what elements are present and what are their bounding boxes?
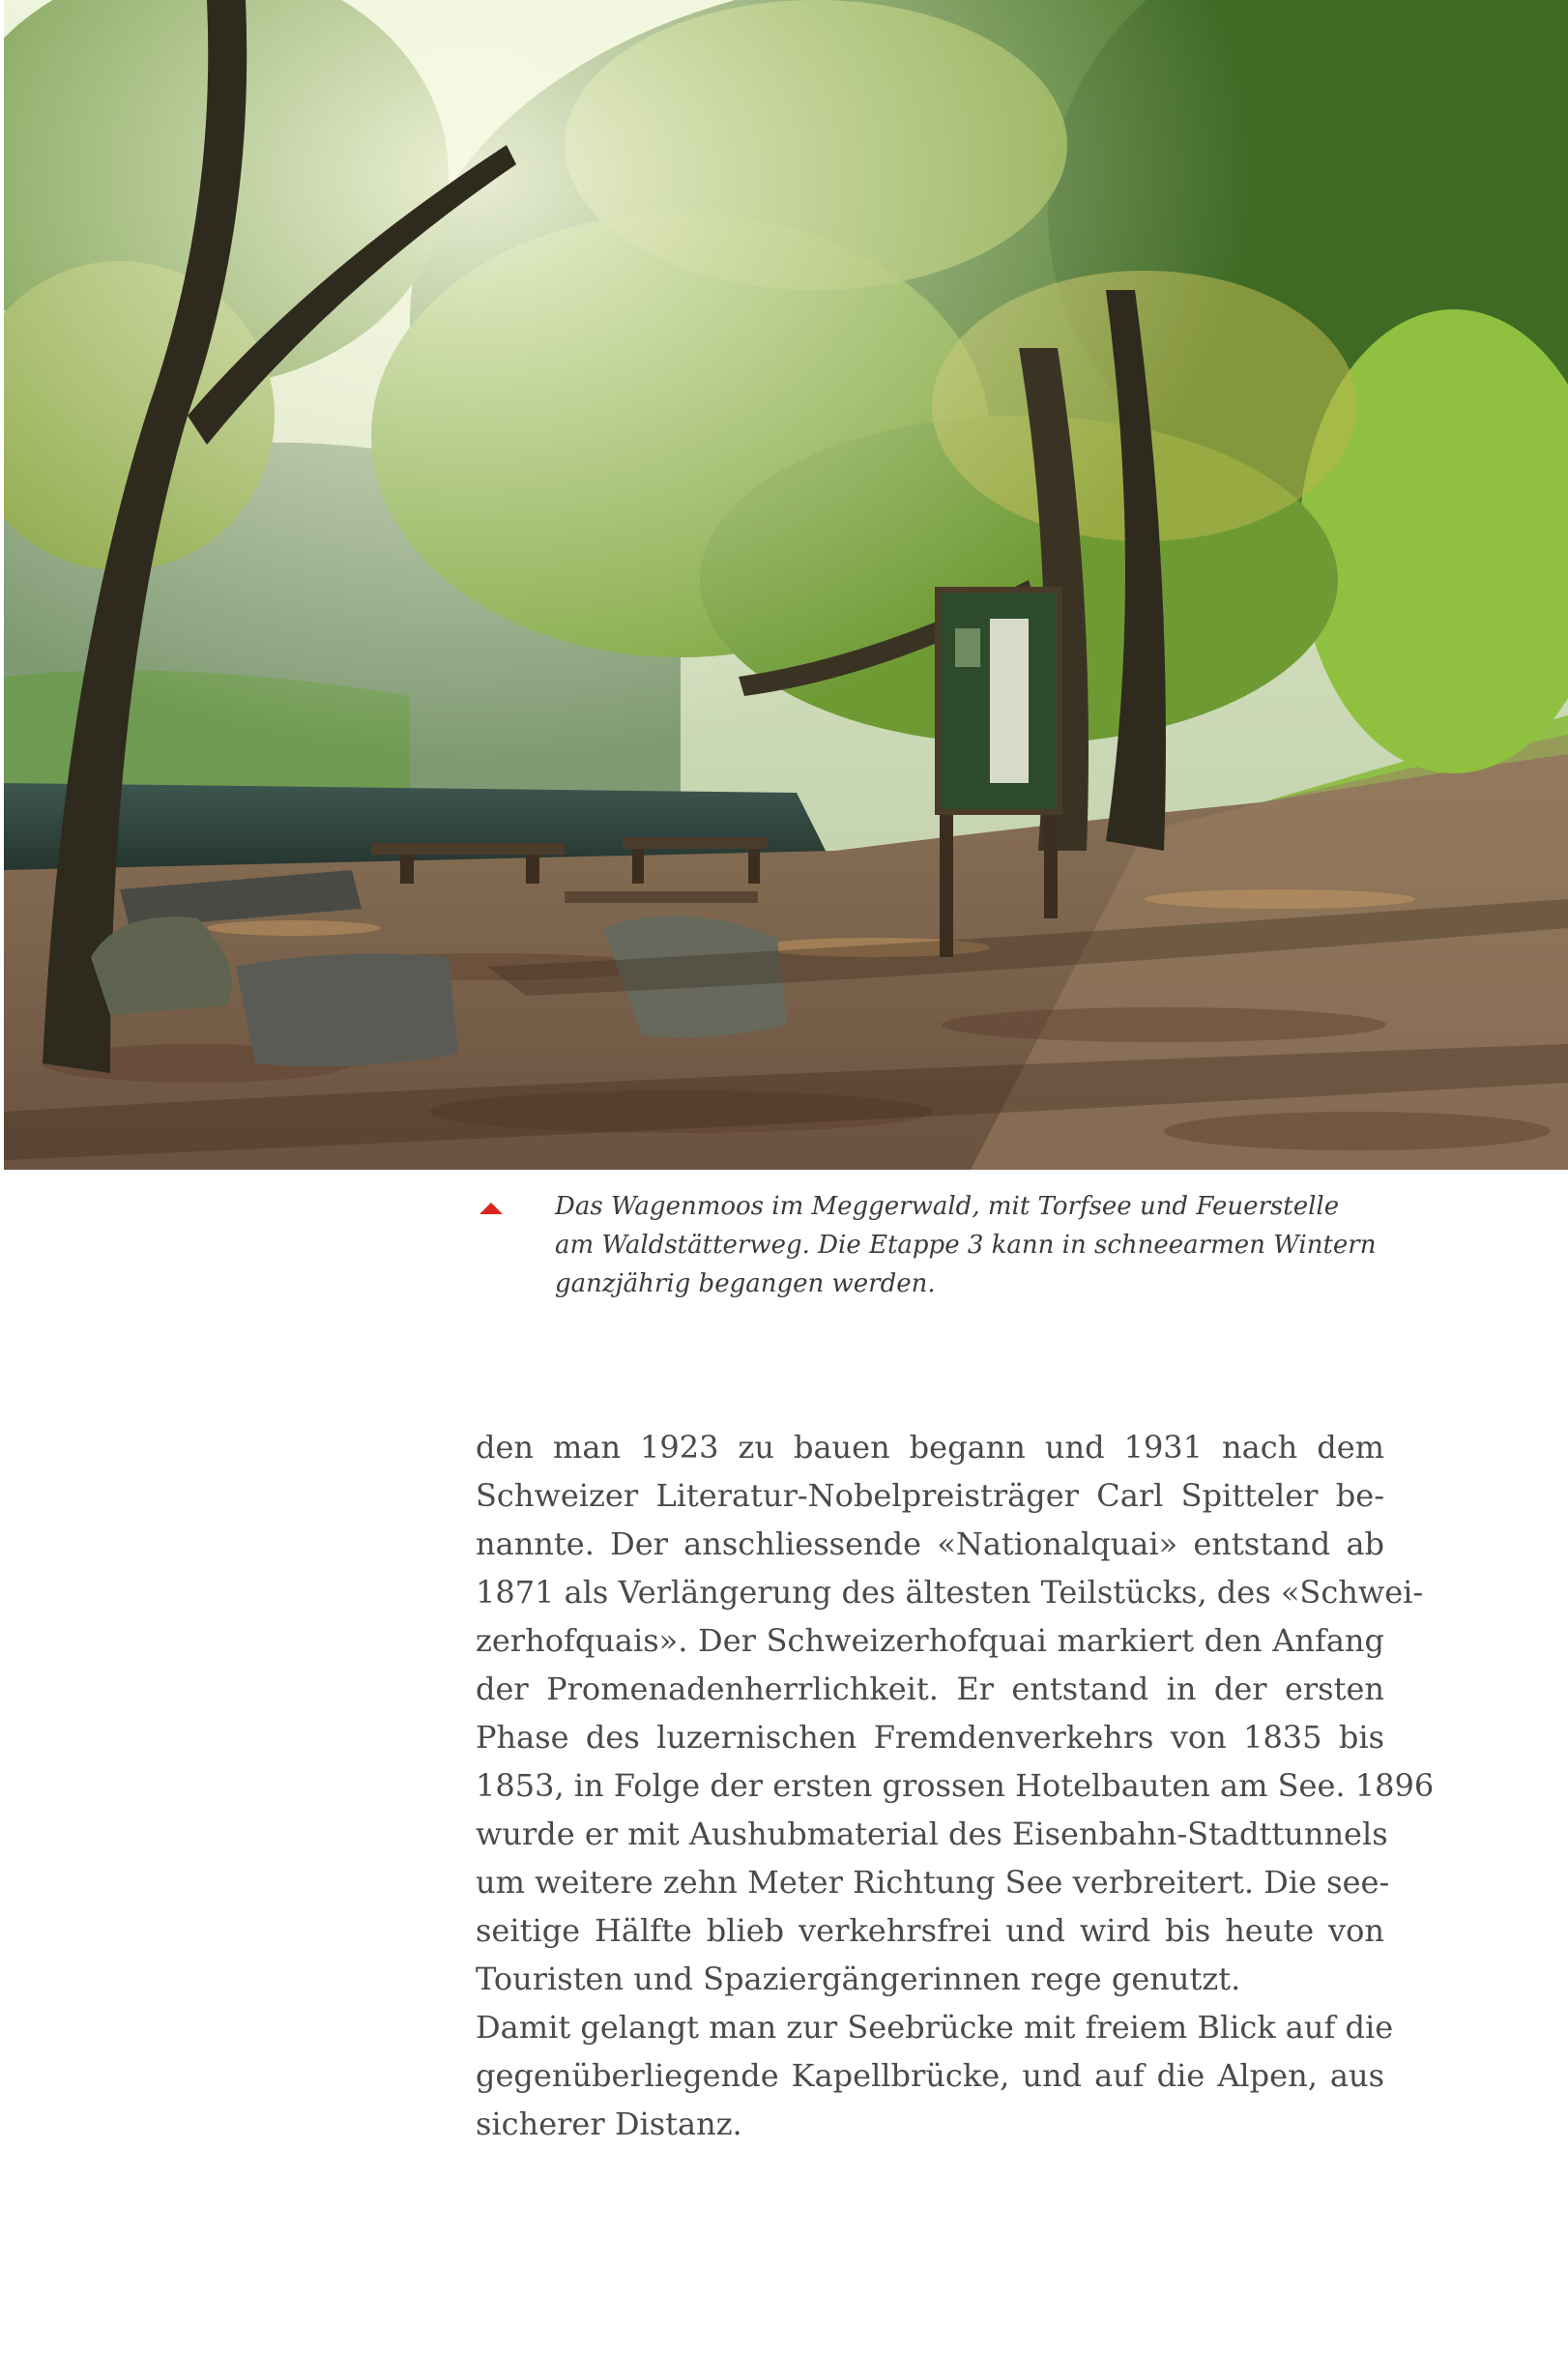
body-line: der Promenadenherrlichkeit. Er entstand in der ersten — [476, 1670, 1384, 1707]
body-line: 1853, in Folge der ersten grossen Hotelbauten am See. 1896 — [476, 1767, 1435, 1804]
body-line: nannte. Der anschliessende «Nationalquai» entstand ab — [476, 1525, 1384, 1562]
caption-line: ganzjährig begangen werden. — [555, 1269, 936, 1298]
photo-illustration — [4, 0, 1568, 1170]
body-line: Damit gelangt man zur Seebrücke mit freiem Blick auf die — [476, 2009, 1394, 2046]
body-line: sicherer Distanz. — [476, 2106, 742, 2142]
body-line: den man 1923 zu bauen begann und 1931 nach dem — [476, 1429, 1384, 1466]
caption-marker-triangle-icon — [479, 1203, 503, 1214]
body-line: wurde er mit Aushubmaterial des Eisenbahn-Stadttunnels — [476, 1816, 1388, 1852]
body-line: seitige Hälfte blieb verkehrsfrei und wird bis heute von — [476, 1912, 1384, 1949]
body-line: um weitere zehn Meter Richtung See verbreitert. Die see- — [476, 1864, 1390, 1901]
caption-line: am Waldstätterweg. Die Etappe 3 kann in schneearmen Wintern — [555, 1231, 1377, 1260]
caption-line: Das Wagenmoos im Meggerwald, mit Torfsee und Feuerstelle — [555, 1192, 1340, 1221]
photo-caption — [555, 1187, 1386, 1303]
body-line: zerhofquais». Der Schweizerhofquai markiert den Anfang — [476, 1622, 1384, 1659]
body-line: Touristen und Spaziergängerinnen rege genutzt. — [476, 1961, 1241, 1997]
body-line: 1871 als Verlängerung des ältesten Teilstücks, des «Schwei- — [476, 1574, 1424, 1611]
body-line: Schweizer Literatur-Nobelpreisträger Carl Spitteler be- — [476, 1477, 1384, 1514]
forest-lake-photo — [4, 0, 1568, 1170]
body-line: gegenüberliegende Kapellbrücke, und auf die Alpen, aus — [476, 2057, 1384, 2094]
body-line: Phase des luzernischen Fremdenverkehrs von 1835 bis — [476, 1719, 1384, 1756]
body-paragraph — [476, 1423, 1435, 2148]
